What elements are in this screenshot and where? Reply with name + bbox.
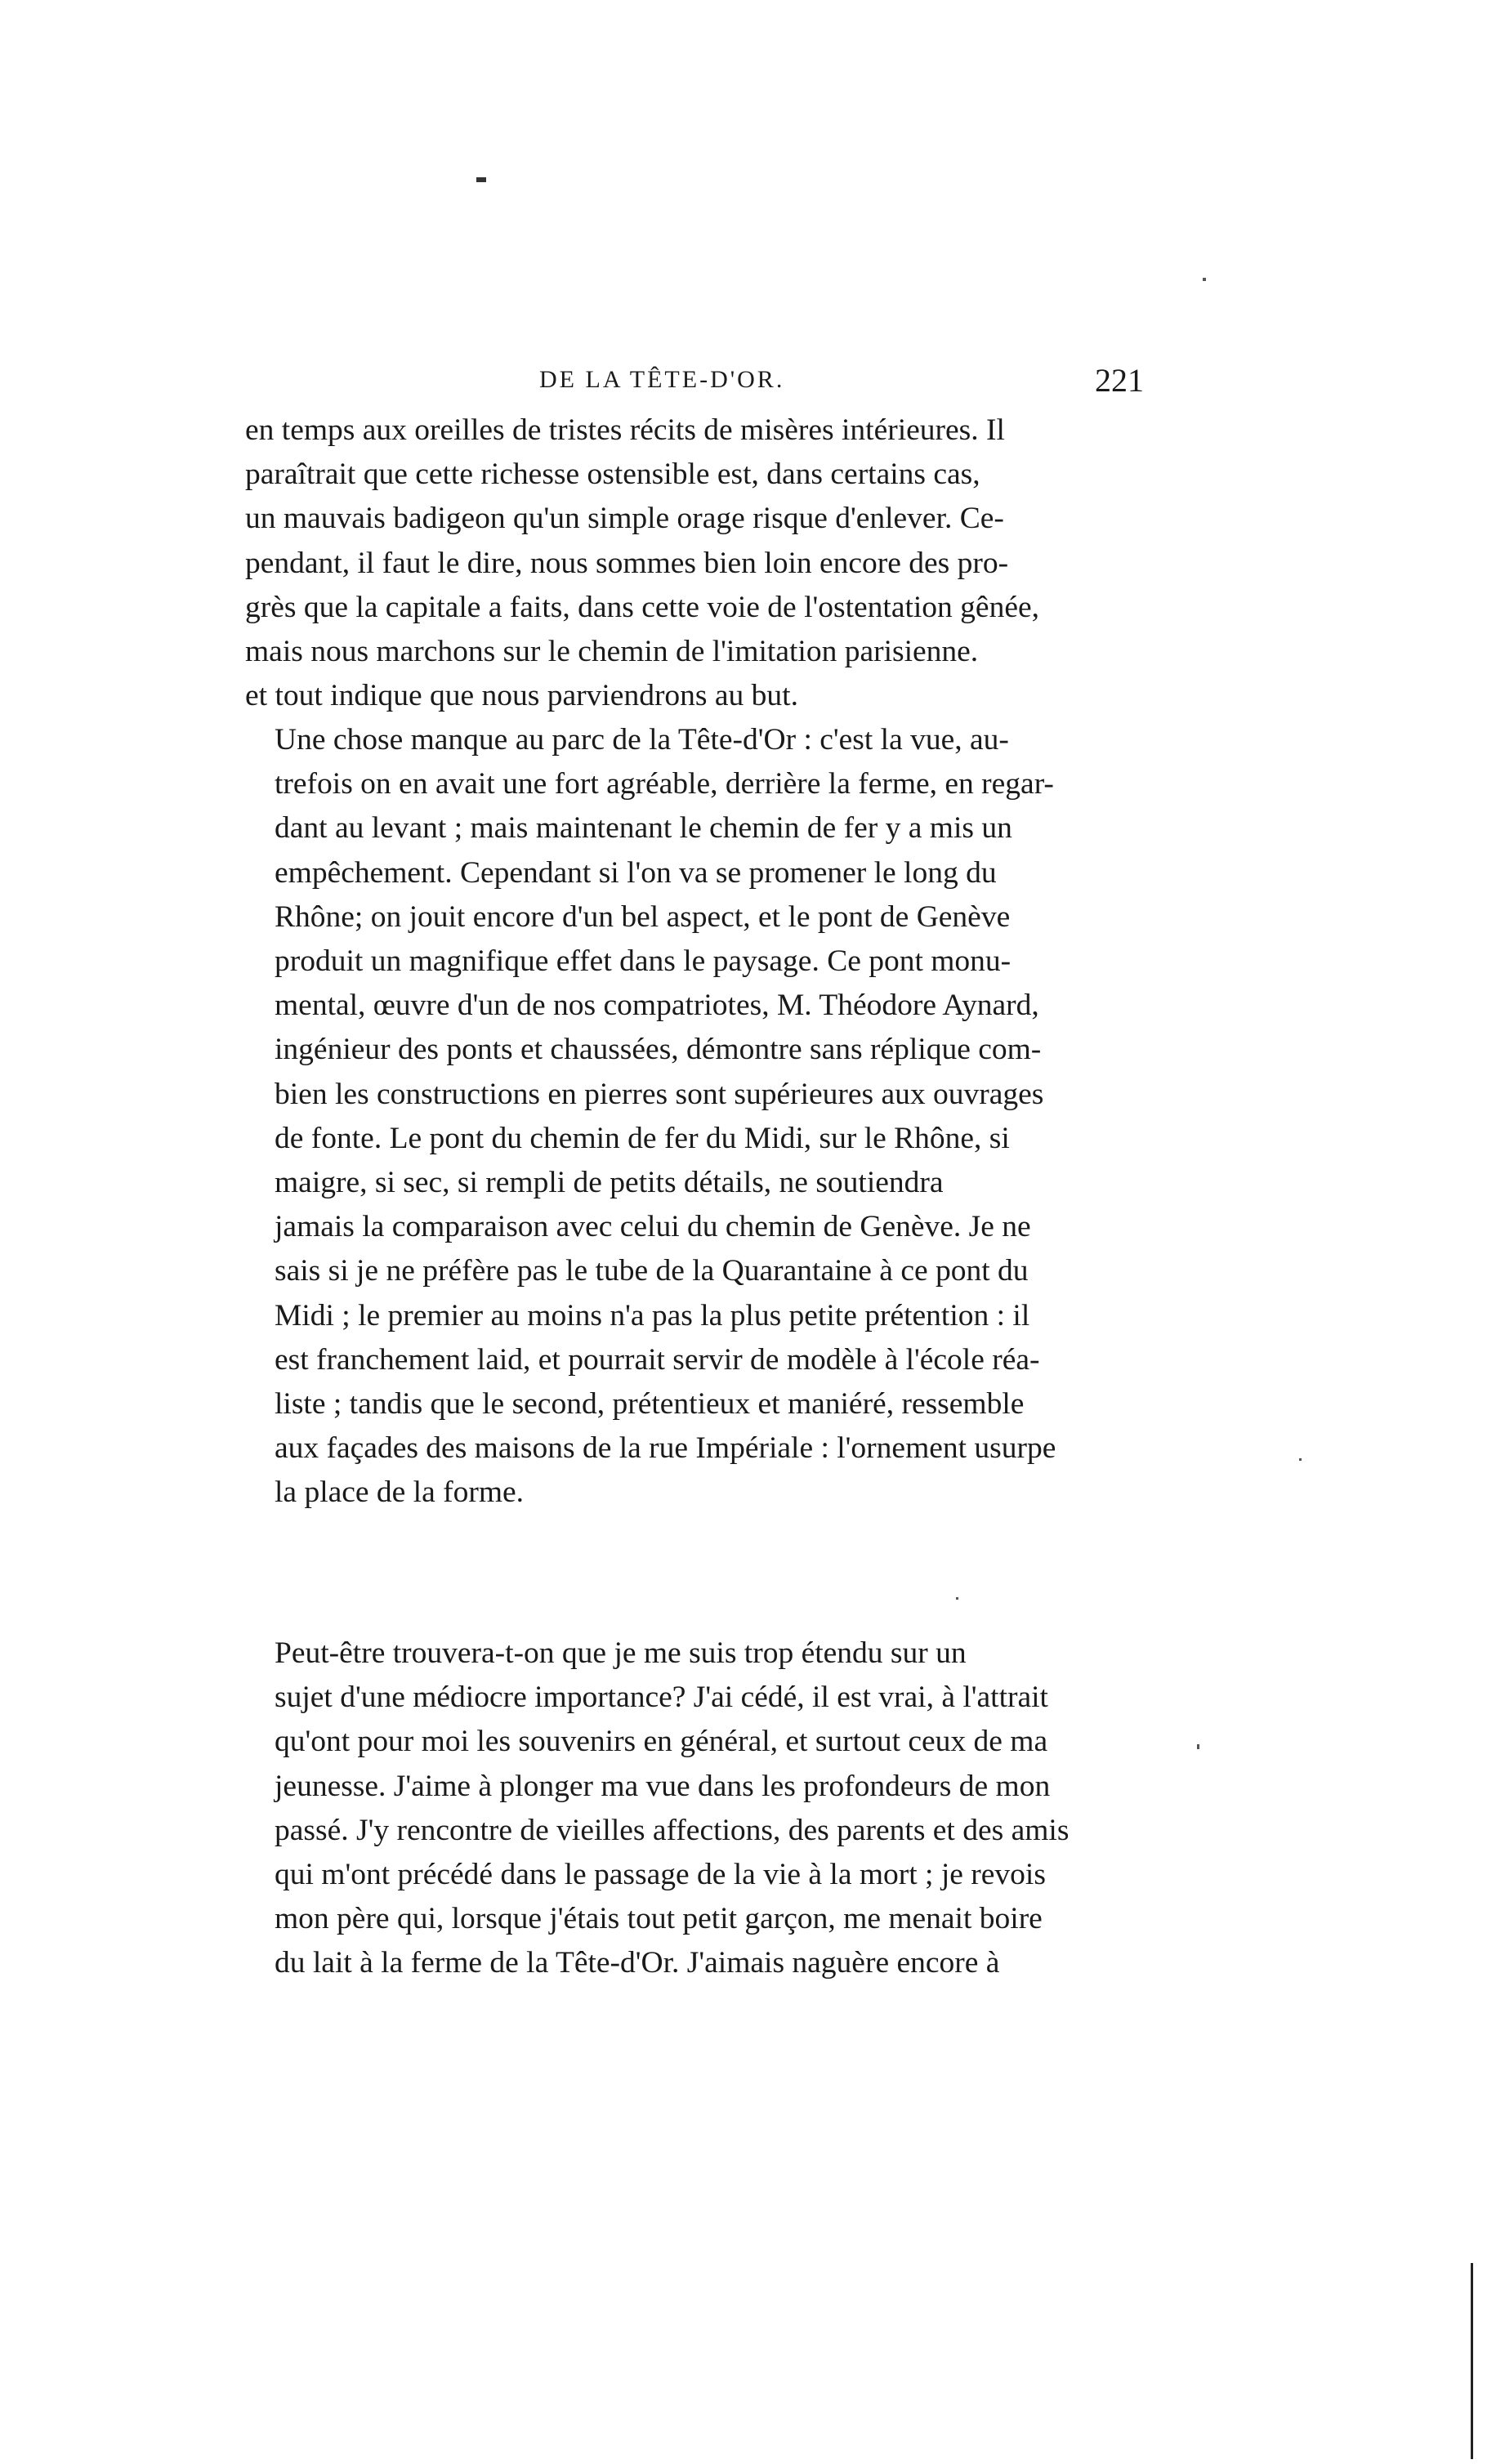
text-line: Peut-être trouvera-t-on que je me suis trop étendu sur un — [275, 1636, 967, 1670]
text-line: empêchement. Cependant si l'on va se promener le long du — [275, 855, 997, 890]
ink-speck — [956, 1597, 958, 1600]
ink-speck — [1299, 1458, 1302, 1461]
page-header — [245, 362, 1144, 415]
text-line: Rhône; on jouit encore d'un bel aspect, et le pont de Genève — [275, 899, 1011, 934]
text-line: liste ; tandis que le second, prétentieux et maniéré, ressemble — [275, 1387, 1025, 1422]
text-line: est franchement laid, et pourrait servir de modèle à l'école réa- — [275, 1342, 1040, 1377]
text-line: jamais la comparaison avec celui du chemin de Genève. Je ne — [275, 1210, 1031, 1244]
text-line: la place de la forme. — [275, 1475, 525, 1510]
text-line: grès que la capitale a faits, dans cette voie de l'ostentation gênée, — [245, 590, 1039, 624]
page-edge-rule — [1471, 2263, 1473, 2459]
text-line: trefois on en avait une fort agréable, derrière la ferme, en regar- — [275, 767, 1054, 801]
page-number: 221 — [1095, 362, 1144, 399]
text-line: produit un magnifique effet dans le paysage. Ce pont monu- — [275, 944, 1012, 979]
text-line: pendant, il faut le dire, nous sommes bien loin encore des pro- — [245, 546, 1009, 580]
text-line: un mauvais badigeon qu'un simple orage risque d'enlever. Ce- — [245, 502, 1004, 536]
text-line: passé. J'y rencontre de vieilles affections, des parents et des amis — [275, 1813, 1070, 1847]
text-line: jeunesse. J'aime à plonger ma vue dans les profondeurs de mon — [275, 1769, 1051, 1803]
text-line: du lait à la ferme de la Tête-d'Or. J'aimais naguère encore à — [275, 1946, 1000, 1980]
text-line: bien les constructions en pierres sont supérieures aux ouvrages — [275, 1077, 1044, 1111]
ink-speck — [1197, 1744, 1199, 1749]
text-line: Une chose manque au parc de la Tête-d'Or : c'est la vue, au- — [275, 723, 1009, 757]
text-line: sais si je ne préfère pas le tube de la Quarantaine à ce pont du — [275, 1254, 1029, 1288]
text-line: qui m'ont précédé dans le passage de la vie à la mort ; je revois — [275, 1858, 1046, 1892]
running-title: DE LA TÊTE-D'OR. — [539, 366, 785, 393]
text-line: Midi ; le premier au moins n'a pas la plus petite prétention : il — [275, 1298, 1030, 1332]
ink-speck — [1203, 278, 1206, 281]
text-line: et tout indique que nous parviendrons au but. — [245, 679, 798, 713]
paragraph — [245, 408, 1137, 718]
text-line: maigre, si sec, si rempli de petits détails, ne soutiendra — [275, 1166, 944, 1200]
ink-speck — [476, 177, 486, 182]
paragraph — [245, 718, 1137, 1515]
text-line: en temps aux oreilles de tristes récits de misères intérieures. Il — [245, 413, 1005, 447]
text-line: aux façades des maisons de la rue Impériale : l'ornement usurpe — [275, 1431, 1056, 1466]
text-line: mais nous marchons sur le chemin de l'imitation parisienne. — [245, 635, 979, 669]
text-line: mental, œuvre d'un de nos compatriotes, M. Théodore Aynard, — [275, 989, 1039, 1023]
text-line: sujet d'une médiocre importance? J'ai cédé, il est vrai, à l'attrait — [275, 1681, 1048, 1715]
text-line: ingénieur des ponts et chaussées, démontre sans réplique com- — [275, 1033, 1042, 1067]
text-line: mon père qui, lorsque j'étais tout petit garçon, me menait boire — [275, 1902, 1043, 1936]
text-line: de fonte. Le pont du chemin de fer du Midi, sur le Rhône, si — [275, 1121, 1010, 1155]
text-line: qu'ont pour moi les souvenirs en général, et surtout ceux de ma — [275, 1725, 1048, 1759]
text-line: paraîtrait que cette richesse ostensible est, dans certains cas, — [245, 458, 980, 492]
text-line: dant au levant ; mais maintenant le chemin de fer y a mis un — [275, 811, 1012, 846]
paragraph — [245, 1632, 1137, 1986]
